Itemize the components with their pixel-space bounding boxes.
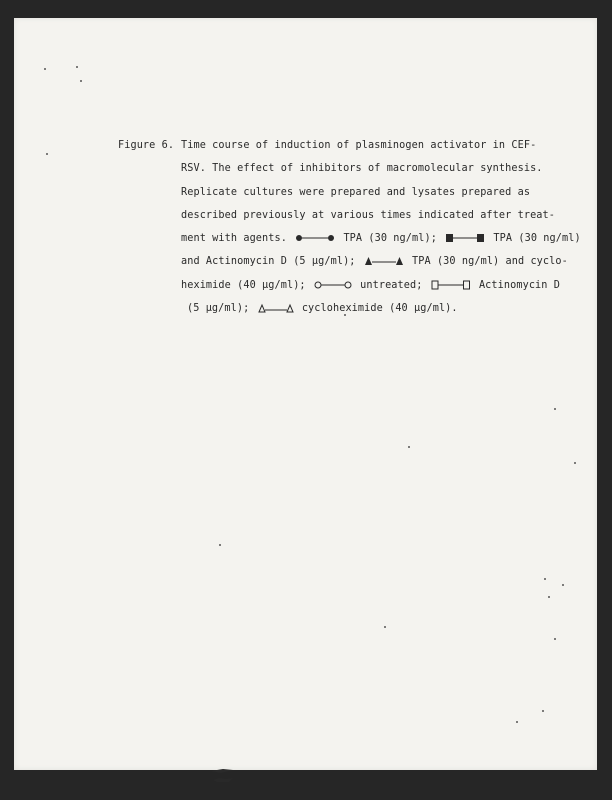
open-circle-line-icon xyxy=(314,280,352,290)
figure-caption xyxy=(118,134,581,320)
dust-speck xyxy=(408,446,410,448)
dust-speck xyxy=(80,80,82,82)
dust-speck xyxy=(44,68,46,70)
filled-triangle-line-icon xyxy=(364,256,404,266)
legend-chx: cycloheximide (40 μg/ml). xyxy=(301,303,458,315)
caption-line-6 xyxy=(118,250,568,273)
caption-line-5 xyxy=(118,227,581,250)
dust-speck xyxy=(542,710,544,712)
caption-line-2: RSV. The effect of inhibitors of macromolecular synthesis. xyxy=(181,163,543,175)
caption-line-8 xyxy=(118,297,558,320)
legend-prefix: ment with agents. xyxy=(181,233,287,245)
dust-speck xyxy=(574,462,576,464)
dust-speck xyxy=(46,153,48,155)
caption-line-1: Time course of induction of plasminogen activator in CEF- xyxy=(181,140,537,151)
caption-line-3: Replicate cultures were prepared and lysates prepared as xyxy=(181,186,531,198)
figure-label: Figure 6. xyxy=(118,140,175,151)
dust-speck xyxy=(544,578,546,580)
legend-tpa: TPA (30 ng/ml); xyxy=(343,233,437,245)
dust-speck xyxy=(554,408,556,410)
dust-speck xyxy=(562,584,564,586)
legend-untreated: untreated; xyxy=(360,279,423,291)
dust-speck xyxy=(548,596,550,598)
dust-speck xyxy=(76,66,78,68)
legend-tpa-actd-b: and Actinomycin D (5 μg/ml); xyxy=(181,256,356,268)
document-page xyxy=(14,18,597,770)
legend-tpa-chx-a: TPA (30 ng/ml) and cyclo- xyxy=(412,256,568,268)
legend-actd-a: Actinomycin D xyxy=(478,279,560,291)
open-triangle-line-icon xyxy=(258,303,294,313)
dust-speck xyxy=(516,721,518,723)
caption-line-4: described previously at various times indicated after treat- xyxy=(181,209,556,221)
dust-speck xyxy=(554,638,556,640)
open-square-line-icon xyxy=(431,280,471,290)
dust-speck xyxy=(384,626,386,628)
caption-line-7 xyxy=(118,274,558,297)
dust-speck xyxy=(219,544,221,546)
ink-smudge-mark xyxy=(209,766,237,786)
filled-square-line-icon xyxy=(445,233,485,243)
legend-actd-b: (5 μg/ml); xyxy=(187,303,250,315)
legend-tpa-chx-b: heximide (40 μg/ml); xyxy=(181,279,306,291)
dust-speck xyxy=(344,314,346,316)
filled-circle-line-icon xyxy=(295,233,335,243)
legend-tpa-actd-a: TPA (30 ng/ml) xyxy=(493,233,581,245)
